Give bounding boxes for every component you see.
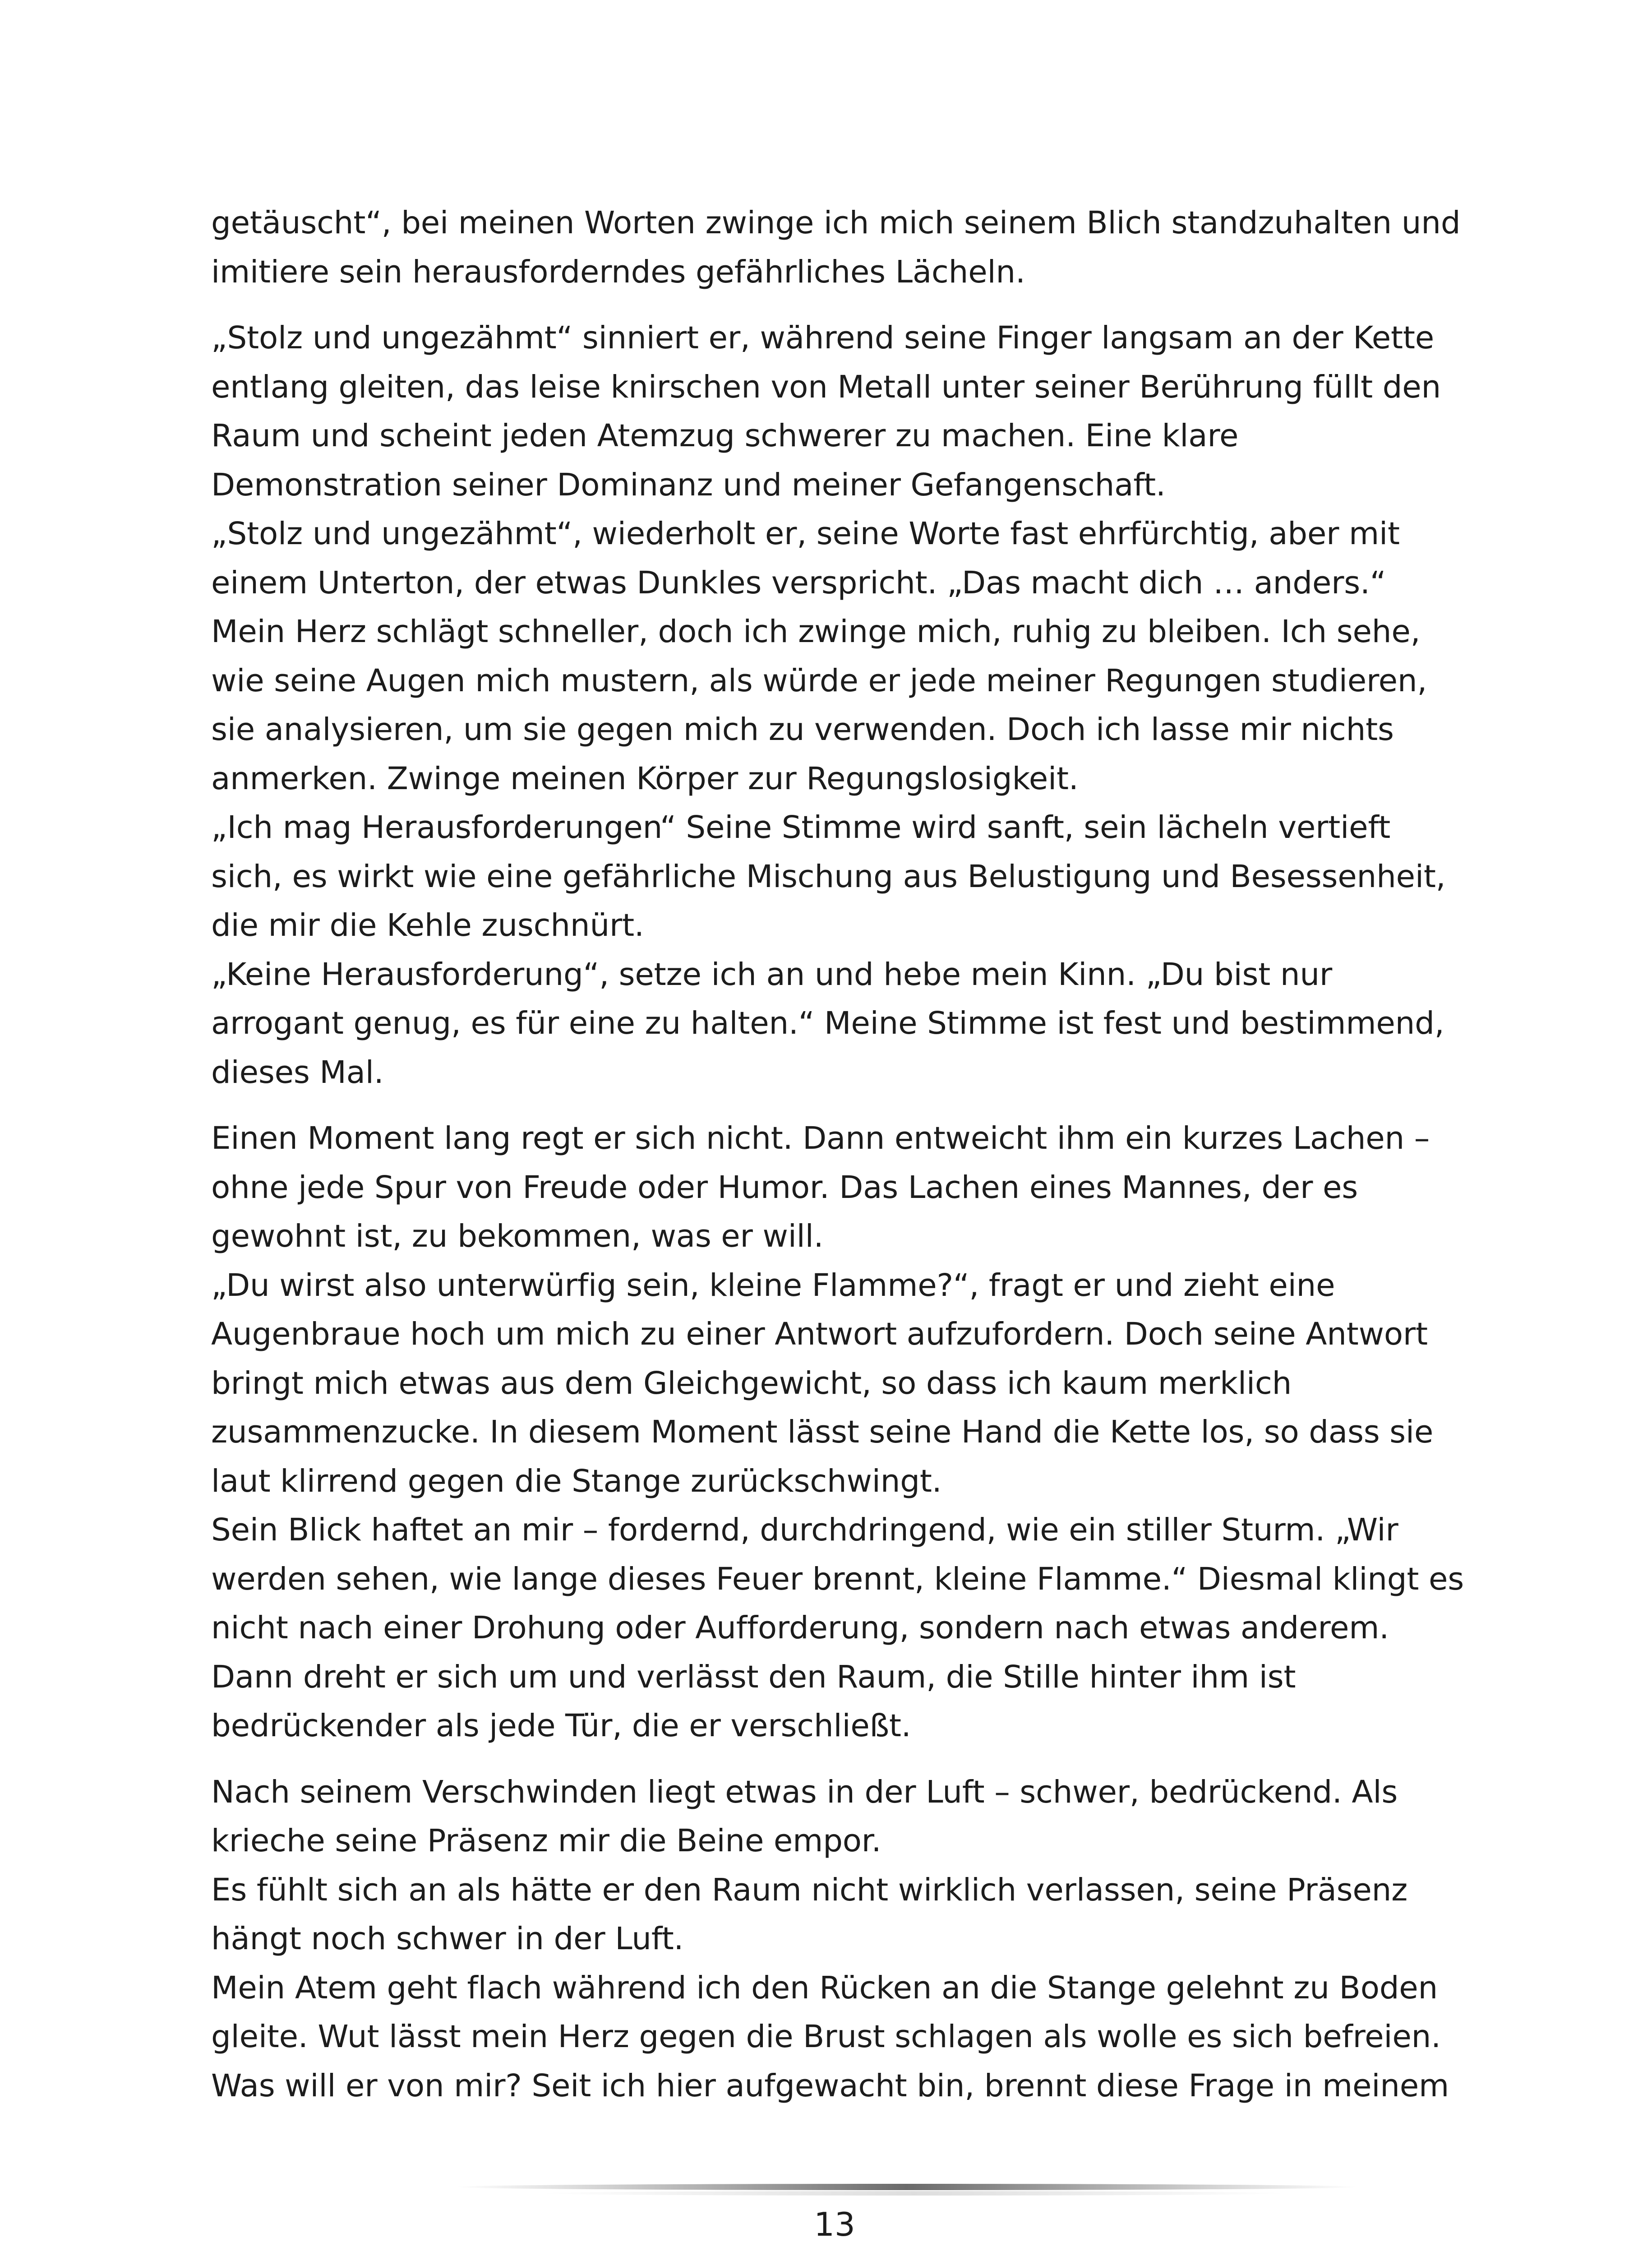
text-line: bedrückender als jede Tür, die er verschließt. [211, 1708, 911, 1744]
text-line: Dann dreht er sich um und verlässt den Raum, die Stille hinter ihm ist [211, 1659, 1296, 1695]
text-line: werden sehen, wie lange dieses Feuer brennt, kleine Flamme.“ Diesmal klingt es [211, 1561, 1464, 1597]
text-line: hängt noch schwer in der Luft. [211, 1921, 684, 1957]
text-line: ohne jede Spur von Freude oder Humor. Das Lachen eines Mannes, der es [211, 1169, 1358, 1206]
text-line: Raum und scheint jeden Atemzug schwerer zu machen. Eine klare [211, 418, 1239, 454]
text-line: Augenbraue hoch um mich zu einer Antwort aufzufordern. Doch seine Antwort [211, 1316, 1428, 1352]
paragraph [211, 1114, 1464, 1751]
text-line: die mir die Kehle zuschnürt. [211, 907, 644, 943]
text-line: einem Unterton, der etwas Dunkles verspricht. „Das macht dich … anders.“ [211, 564, 1386, 601]
text-line: „Stolz und ungezähmt“ sinniert er, während seine Finger langsam an der Kette [211, 320, 1434, 356]
paragraph [211, 1768, 1456, 2111]
text-line: wie seine Augen mich mustern, als würde er jede meiner Regungen studieren, [211, 662, 1427, 699]
text-line: Sein Blick haftet an mir – fordernd, durchdringend, wie ein stiller Sturm. „Wir [211, 1512, 1398, 1548]
text-line: „Du wirst also unterwürfig sein, kleine Flamme?“, fragt er und zieht eine [211, 1267, 1335, 1304]
text-line: Mein Herz schlägt schneller, doch ich zwinge mich, ruhig zu bleiben. Ich sehe, [211, 614, 1421, 650]
text-line: „Stolz und ungezähmt“, wiederholt er, seine Worte fast ehrfürchtig, aber mit [211, 516, 1400, 552]
text-line: dieses Mal. [211, 1054, 384, 1091]
text-line: Einen Moment lang regt er sich nicht. Dann entweicht ihm ein kurzes Lachen – [211, 1120, 1430, 1156]
paragraph [211, 199, 1461, 296]
footer-divider-shadow [541, 2191, 1286, 2196]
text-line: entlang gleiten, das leise knirschen von Metall unter seiner Berührung füllt den [211, 369, 1441, 405]
text-line: Nach seinem Verschwinden liegt etwas in der Luft – schwer, bedrückend. Als [211, 1774, 1398, 1810]
text-line: „Keine Herausforderung“, setze ich an und hebe mein Kinn. „Du bist nur [211, 956, 1333, 993]
text-line: gewohnt ist, zu bekommen, was er will. [211, 1218, 824, 1254]
text-line: Es fühlt sich an als hätte er den Raum nicht wirklich verlassen, seine Präsenz [211, 1872, 1408, 1908]
footer-divider [456, 2184, 1358, 2190]
text-line: laut klirrend gegen die Stange zurückschwingt. [211, 1463, 942, 1499]
text-line: gleite. Wut lässt mein Herz gegen die Brust schlagen als wolle es sich befreien. [211, 2019, 1441, 2055]
text-line: sie analysieren, um sie gegen mich zu verwenden. Doch ich lasse mir nichts [211, 712, 1394, 748]
text-line: nicht nach einer Drohung oder Aufforderung, sondern nach etwas anderem. [211, 1610, 1389, 1646]
text-line: sich, es wirkt wie eine gefährliche Mischung aus Belustigung und Besessenheit, [211, 858, 1446, 895]
text-line: getäuscht“, bei meinen Worten zwinge ich mich seinem Blich standzuhalten und [211, 205, 1461, 241]
page-number: 13 [814, 2205, 855, 2243]
text-line: imitiere sein herausforderndes gefährliches Lächeln. [211, 254, 1025, 290]
paragraph [211, 314, 1456, 1097]
text-line: „Ich mag Herausforderungen“ Seine Stimme wird sanft, sein lächeln vertieft [211, 809, 1391, 846]
body-text [211, 199, 1464, 2127]
text-line: anmerken. Zwinge meinen Körper zur Regungslosigkeit. [211, 760, 1079, 797]
text-line: krieche seine Präsenz mir die Beine empor. [211, 1823, 881, 1859]
text-line: Was will er von mir? Seit ich hier aufgewacht bin, brennt diese Frage in meinem [211, 2067, 1449, 2104]
text-line: zusammenzucke. In diesem Moment lässt seine Hand die Kette los, so dass sie [211, 1414, 1434, 1450]
text-line: bringt mich etwas aus dem Gleichgewicht, so dass ich kaum merklich [211, 1365, 1292, 1401]
text-line: Demonstration seiner Dominanz und meiner Gefangenschaft. [211, 467, 1166, 503]
text-line: Mein Atem geht flach während ich den Rücken an die Stange gelehnt zu Boden [211, 1969, 1438, 2006]
text-line: arrogant genug, es für eine zu halten.“ Meine Stimme ist fest und bestimmend, [211, 1005, 1444, 1041]
